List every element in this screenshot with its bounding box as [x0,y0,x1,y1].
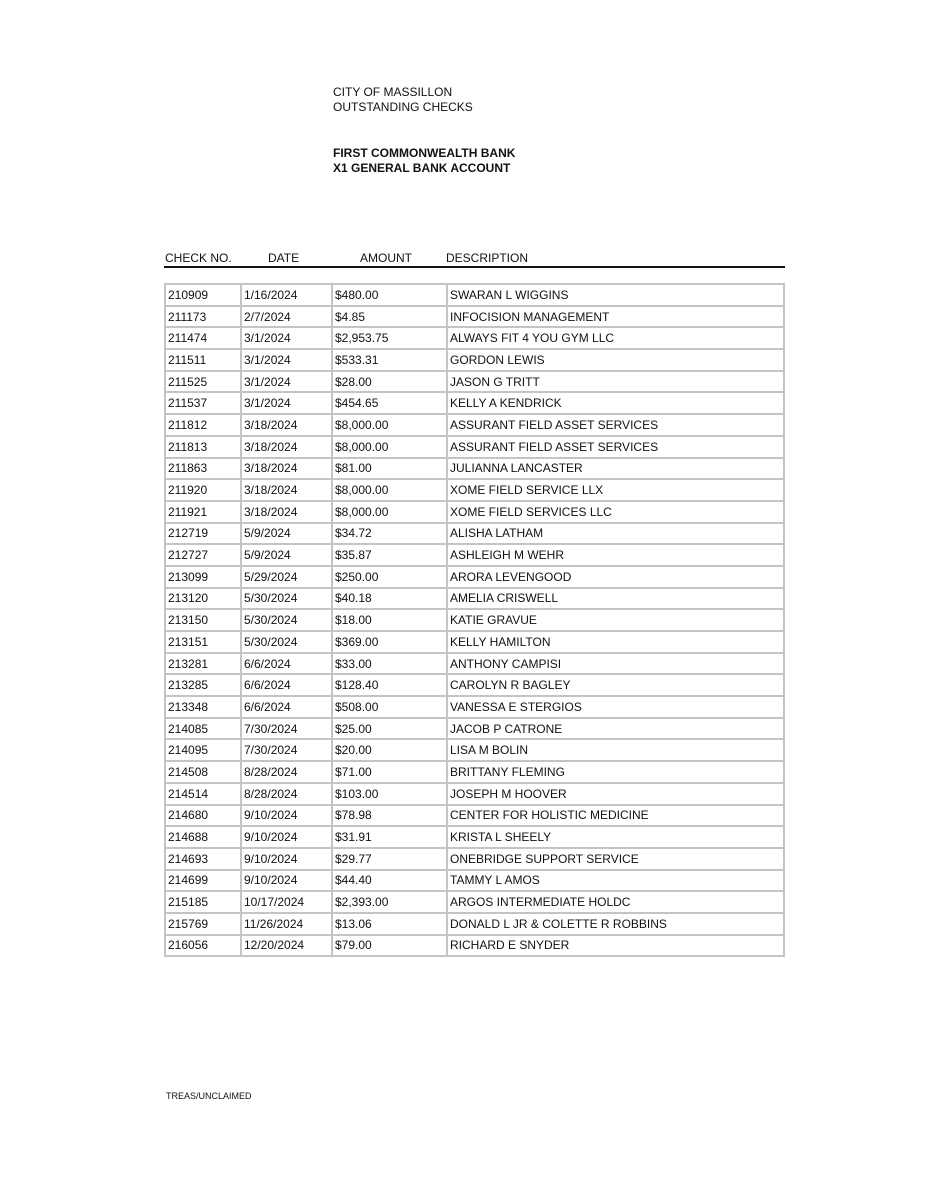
cell-description: DONALD L JR & COLETTE R ROBBINS [447,913,784,935]
cell-description: CAROLYN R BAGLEY [447,674,784,696]
cell-description: ASSURANT FIELD ASSET SERVICES [447,414,784,436]
cell-date: 12/20/2024 [241,935,332,957]
table-row [165,826,784,848]
table-row [165,436,784,458]
cell-amount: $44.40 [332,870,447,892]
table-row [165,609,784,631]
cell-date: 5/29/2024 [241,566,332,588]
cell-description: TAMMY L AMOS [447,870,784,892]
bank-name: FIRST COMMONWEALTH BANK [333,146,516,160]
cell-check-no: 214514 [165,783,241,805]
cell-amount: $369.00 [332,631,447,653]
cell-date: 9/10/2024 [241,826,332,848]
cell-description: XOME FIELD SERVICES LLC [447,501,784,523]
cell-description: VANESSA E STERGIOS [447,696,784,718]
cell-check-no: 214693 [165,848,241,870]
cell-check-no: 211921 [165,501,241,523]
cell-amount: $79.00 [332,935,447,957]
cell-date: 3/18/2024 [241,501,332,523]
cell-check-no: 216056 [165,935,241,957]
cell-description: KATIE GRAVUE [447,609,784,631]
table-row [165,739,784,761]
cell-amount: $20.00 [332,739,447,761]
col-date: DATE [268,251,300,265]
cell-date: 9/10/2024 [241,870,332,892]
cell-check-no: 211920 [165,479,241,501]
cell-amount: $18.00 [332,609,447,631]
table-row [165,566,784,588]
table-row [165,501,784,523]
cell-date: 5/9/2024 [241,544,332,566]
cell-description: XOME FIELD SERVICE LLX [447,479,784,501]
col-check-no: CHECK NO. [165,251,232,265]
cell-date: 3/1/2024 [241,327,332,349]
table-row [165,870,784,892]
cell-check-no: 211525 [165,371,241,393]
col-description: DESCRIPTION [446,251,529,265]
cell-check-no: 214508 [165,761,241,783]
cell-amount: $35.87 [332,544,447,566]
account-name: X1 GENERAL BANK ACCOUNT [333,161,511,175]
table-row [165,653,784,675]
cell-check-no: 214085 [165,718,241,740]
cell-check-no: 212727 [165,544,241,566]
cell-description: JOSEPH M HOOVER [447,783,784,805]
cell-check-no: 211863 [165,458,241,480]
cell-date: 3/18/2024 [241,436,332,458]
cell-amount: $508.00 [332,696,447,718]
cell-check-no: 215185 [165,891,241,913]
cell-check-no: 213281 [165,653,241,675]
cell-date: 8/28/2024 [241,761,332,783]
cell-date: 7/30/2024 [241,718,332,740]
cell-check-no: 211537 [165,392,241,414]
table-row [165,284,784,306]
cell-amount: $78.98 [332,805,447,827]
cell-check-no: 215769 [165,913,241,935]
cell-amount: $128.40 [332,674,447,696]
cell-amount: $454.65 [332,392,447,414]
table-row [165,913,784,935]
cell-description: JULIANNA LANCASTER [447,458,784,480]
cell-description: ASSURANT FIELD ASSET SERVICES [447,436,784,458]
cell-date: 5/9/2024 [241,523,332,545]
cell-description: BRITTANY FLEMING [447,761,784,783]
cell-date: 6/6/2024 [241,674,332,696]
cell-check-no: 211812 [165,414,241,436]
table-row [165,327,784,349]
checks-table [164,283,785,957]
cell-amount: $250.00 [332,566,447,588]
cell-check-no: 213285 [165,674,241,696]
table-row [165,805,784,827]
cell-date: 3/1/2024 [241,392,332,414]
cell-description: ARORA LEVENGOOD [447,566,784,588]
table-row [165,306,784,328]
table-row [165,696,784,718]
report-title [333,85,473,115]
cell-check-no: 211173 [165,306,241,328]
table-row [165,544,784,566]
cell-date: 6/6/2024 [241,696,332,718]
city-name: CITY OF MASSILLON [333,85,453,99]
cell-description: ALWAYS FIT 4 YOU GYM LLC [447,327,784,349]
cell-date: 9/10/2024 [241,848,332,870]
cell-amount: $31.91 [332,826,447,848]
cell-date: 5/30/2024 [241,609,332,631]
cell-description: ALISHA LATHAM [447,523,784,545]
cell-description: AMELIA CRISWELL [447,588,784,610]
cell-description: ASHLEIGH M WEHR [447,544,784,566]
cell-date: 5/30/2024 [241,631,332,653]
report-name: OUTSTANDING CHECKS [333,100,473,114]
cell-description: KELLY HAMILTON [447,631,784,653]
cell-amount: $8,000.00 [332,479,447,501]
table-row [165,631,784,653]
cell-date: 2/7/2024 [241,306,332,328]
cell-check-no: 214680 [165,805,241,827]
cell-description: INFOCISION MANAGEMENT [447,306,784,328]
cell-amount: $29.77 [332,848,447,870]
cell-check-no: 211511 [165,349,241,371]
cell-description: ANTHONY CAMPISI [447,653,784,675]
col-amount: AMOUNT [360,251,412,265]
cell-date: 11/26/2024 [241,913,332,935]
cell-check-no: 214699 [165,870,241,892]
table-row [165,479,784,501]
cell-amount: $28.00 [332,371,447,393]
table-row [165,588,784,610]
table-row [165,414,784,436]
cell-description: SWARAN L WIGGINS [447,284,784,306]
table-row [165,783,784,805]
table-row [165,458,784,480]
cell-date: 5/30/2024 [241,588,332,610]
footer-label: TREAS/UNCLAIMED [166,1091,252,1101]
cell-check-no: 212719 [165,523,241,545]
cell-date: 3/18/2024 [241,414,332,436]
cell-description: ARGOS INTERMEDIATE HOLDC [447,891,784,913]
column-headers [164,250,785,268]
cell-amount: $81.00 [332,458,447,480]
cell-date: 10/17/2024 [241,891,332,913]
table-row [165,761,784,783]
cell-description: LISA M BOLIN [447,739,784,761]
cell-description: CENTER FOR HOLISTIC MEDICINE [447,805,784,827]
cell-date: 1/16/2024 [241,284,332,306]
cell-description: JACOB P CATRONE [447,718,784,740]
cell-check-no: 213348 [165,696,241,718]
cell-amount: $2,953.75 [332,327,447,349]
cell-check-no: 213099 [165,566,241,588]
cell-amount: $33.00 [332,653,447,675]
cell-amount: $25.00 [332,718,447,740]
cell-date: 7/30/2024 [241,739,332,761]
table-row [165,349,784,371]
table-row [165,891,784,913]
cell-amount: $40.18 [332,588,447,610]
cell-amount: $13.06 [332,913,447,935]
cell-check-no: 214095 [165,739,241,761]
cell-amount: $4.85 [332,306,447,328]
cell-check-no: 213151 [165,631,241,653]
cell-date: 8/28/2024 [241,783,332,805]
cell-amount: $34.72 [332,523,447,545]
cell-amount: $8,000.00 [332,414,447,436]
cell-date: 6/6/2024 [241,653,332,675]
cell-description: RICHARD E SNYDER [447,935,784,957]
cell-date: 9/10/2024 [241,805,332,827]
cell-date: 3/18/2024 [241,479,332,501]
cell-check-no: 213150 [165,609,241,631]
cell-date: 3/18/2024 [241,458,332,480]
cell-date: 3/1/2024 [241,371,332,393]
cell-description: ONEBRIDGE SUPPORT SERVICE [447,848,784,870]
cell-amount: $480.00 [332,284,447,306]
cell-description: GORDON LEWIS [447,349,784,371]
cell-amount: $71.00 [332,761,447,783]
table-row [165,848,784,870]
cell-amount: $2,393.00 [332,891,447,913]
cell-check-no: 211813 [165,436,241,458]
cell-amount: $8,000.00 [332,436,447,458]
table-row [165,674,784,696]
cell-description: JASON G TRITT [447,371,784,393]
table-row [165,392,784,414]
cell-check-no: 210909 [165,284,241,306]
table-row [165,523,784,545]
table-row [165,935,784,957]
table-row [165,718,784,740]
cell-check-no: 211474 [165,327,241,349]
cell-amount: $103.00 [332,783,447,805]
cell-description: KRISTA L SHEELY [447,826,784,848]
cell-check-no: 214688 [165,826,241,848]
table-row [165,371,784,393]
cell-amount: $8,000.00 [332,501,447,523]
cell-amount: $533.31 [332,349,447,371]
cell-description: KELLY A KENDRICK [447,392,784,414]
cell-check-no: 213120 [165,588,241,610]
cell-date: 3/1/2024 [241,349,332,371]
bank-info [333,146,515,176]
